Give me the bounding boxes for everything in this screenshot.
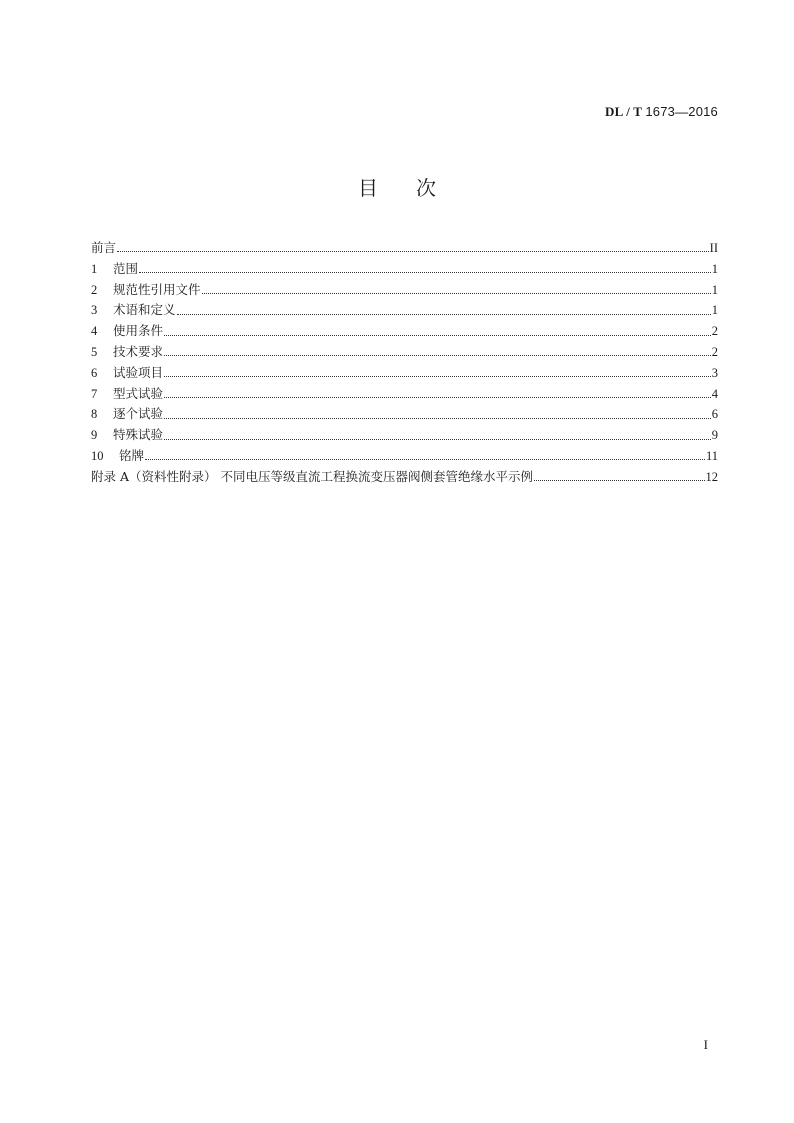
toc-leader-dots bbox=[202, 292, 711, 294]
toc-leader-dots bbox=[164, 334, 711, 336]
standard-code-number: 1673 bbox=[645, 104, 676, 119]
toc-entry-8[interactable] bbox=[91, 404, 718, 425]
toc-entry-number: 3 bbox=[91, 303, 98, 318]
toc-entry-page: 6 bbox=[711, 407, 718, 422]
toc-entry-3[interactable] bbox=[91, 300, 718, 321]
toc-entry-title: 前言 bbox=[91, 240, 117, 255]
toc-leader-dots bbox=[164, 396, 711, 398]
toc-entry-page: 1 bbox=[711, 261, 718, 276]
toc-entry-appendix-a[interactable] bbox=[91, 467, 718, 488]
toc-entry-number: 10 bbox=[91, 448, 104, 463]
toc-leader-dots bbox=[164, 354, 711, 356]
toc-leader-dots bbox=[164, 417, 711, 419]
toc-entry-page: 11 bbox=[705, 448, 718, 463]
toc-entry-page: 4 bbox=[711, 386, 718, 401]
toc-entry-page: 1 bbox=[711, 303, 718, 318]
toc-entry-title: 特殊试验 bbox=[113, 427, 164, 443]
toc-leader-dots bbox=[117, 250, 709, 252]
toc-entry-2[interactable] bbox=[91, 280, 718, 301]
toc-entry-number: 7 bbox=[91, 386, 98, 401]
toc-entry-1[interactable] bbox=[91, 259, 718, 280]
toc-leader-dots bbox=[534, 479, 705, 481]
standard-code-year: 2016 bbox=[688, 104, 718, 119]
toc-entry-number: 2 bbox=[91, 282, 98, 297]
page-number: I bbox=[703, 1037, 708, 1052]
toc-entry-4[interactable] bbox=[91, 321, 718, 342]
toc-entry-page: II bbox=[709, 241, 718, 255]
toc-entry-title: 术语和定义 bbox=[113, 302, 176, 318]
toc-entry-number: 4 bbox=[91, 324, 98, 339]
toc-entry-title: 技术要求 bbox=[113, 343, 164, 359]
toc-leader-dots bbox=[164, 438, 711, 440]
toc-entry-number: 9 bbox=[91, 428, 98, 443]
toc-entry-number: 1 bbox=[91, 261, 98, 276]
toc-entry-10[interactable] bbox=[91, 446, 718, 467]
toc-entry-title: 逐个试验 bbox=[113, 406, 164, 422]
toc-leader-dots bbox=[139, 271, 711, 273]
toc-leader-dots bbox=[177, 313, 711, 315]
table-of-contents bbox=[91, 238, 718, 488]
toc-entry-page: 2 bbox=[711, 344, 718, 359]
standard-code-separator: — bbox=[675, 104, 689, 119]
toc-leader-dots bbox=[164, 375, 711, 377]
toc-entry-page: 9 bbox=[711, 428, 718, 443]
toc-entry-title: 型式试验 bbox=[113, 385, 164, 401]
standard-code-prefix: DL / T bbox=[605, 104, 642, 119]
toc-entry-7[interactable] bbox=[91, 384, 718, 405]
toc-entry-page: 12 bbox=[705, 469, 718, 484]
toc-entry-page: 3 bbox=[711, 365, 718, 380]
toc-leader-dots bbox=[145, 458, 705, 460]
toc-entry-6[interactable] bbox=[91, 363, 718, 384]
toc-entry-preface[interactable] bbox=[91, 238, 718, 259]
toc-entry-title: 铭牌 bbox=[119, 447, 145, 463]
toc-entry-page: 2 bbox=[711, 324, 718, 339]
standard-code bbox=[605, 104, 718, 120]
toc-entry-title: 试验项目 bbox=[113, 364, 164, 380]
toc-entry-page: 1 bbox=[711, 282, 718, 297]
toc-entry-title: 使用条件 bbox=[113, 323, 164, 339]
toc-entry-title: 附录 A（资料性附录） 不同电压等级直流工程换流变压器阀侧套管绝缘水平示例 bbox=[91, 468, 533, 484]
toc-entry-number: 8 bbox=[91, 407, 98, 422]
toc-entry-title: 范围 bbox=[113, 260, 139, 276]
toc-entry-5[interactable] bbox=[91, 342, 718, 363]
page-title: 目次 bbox=[358, 176, 474, 200]
toc-entry-number: 5 bbox=[91, 344, 98, 359]
toc-entry-number: 6 bbox=[91, 365, 98, 380]
toc-entry-9[interactable] bbox=[91, 425, 718, 446]
toc-entry-title: 规范性引用文件 bbox=[113, 281, 201, 297]
